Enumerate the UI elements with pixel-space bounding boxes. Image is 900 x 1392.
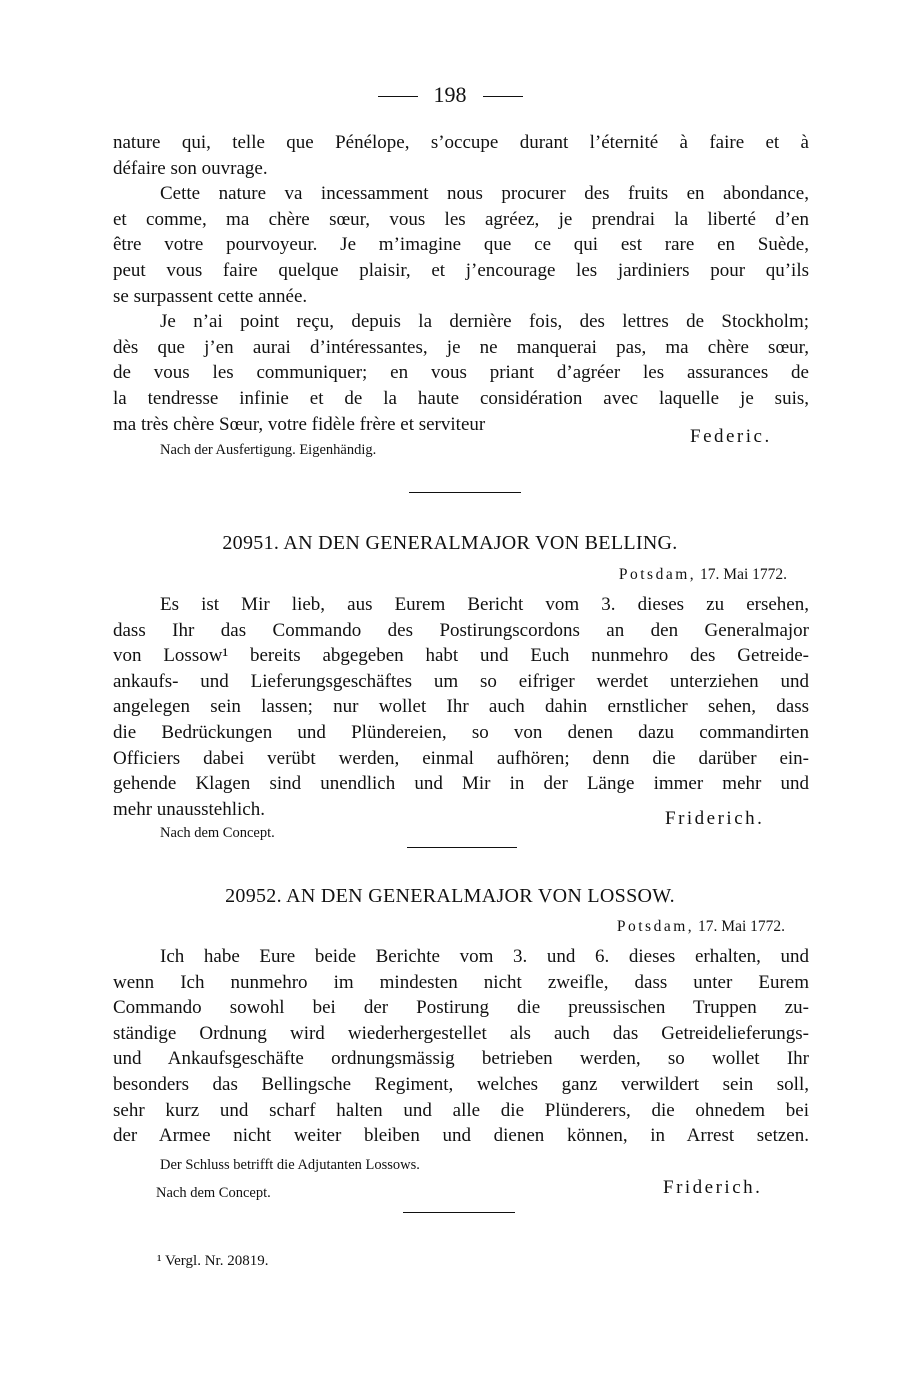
header-rule-right [483, 96, 523, 97]
text-line: gehende Klagen sind unendlich und Mir in der Länge immer mehr und [113, 773, 809, 795]
source-note: Nach dem Concept. [160, 825, 275, 841]
closing-note: Der Schluss betrifft die Adjutanten Lossows. [160, 1157, 420, 1173]
text-line: nature qui, telle que Pénélope, s’occupe durant l’éternité à faire et à [113, 132, 809, 153]
text-line: der Armee nicht weiter bleiben und dienen können, in Arrest setzen. [113, 1125, 809, 1147]
text-line: mehr unausstehlich. [113, 798, 265, 820]
text-line: und Ankaufsgeschäfte ordnungsmässig betrieben werden, so wollet Ihr [113, 1048, 809, 1070]
section-divider [403, 1212, 515, 1213]
letter-20951-body [113, 592, 809, 822]
letter-heading-20952 [0, 885, 900, 908]
letter-number: 20952. [225, 885, 282, 907]
text-line: ma très chère Sœur, votre fidèle frère et serviteur [113, 413, 486, 435]
source-note: Nach der Ausfertigung. Eigenhändig. [160, 442, 377, 458]
text-line: peut vous faire quelque plaisir, et j’encourage les jardiniers pour qu’ils [113, 259, 809, 281]
dateline-place: Potsdam, [616, 918, 695, 935]
text-line: Je n’ai point reçu, depuis la dernière fois, des lettres de Stockholm; [160, 311, 809, 333]
dateline-date: 17. Mai 1772. [698, 918, 785, 935]
letter-title: AN DEN GENERALMAJOR VON BELLING. [283, 532, 678, 554]
text-line: Es ist Mir lieb, aus Eurem Bericht vom 3. dieses zu ersehen, [160, 594, 809, 615]
dateline-date: 17. Mai 1772. [700, 566, 787, 583]
letter-title: AN DEN GENERALMAJOR VON LOSSOW. [286, 885, 675, 907]
letter-heading-20951 [0, 532, 900, 555]
footnote: ¹ Vergl. Nr. 20819. [157, 1253, 269, 1269]
text-line: Cette nature va incessamment nous procurer des fruits en abondance, [160, 183, 809, 205]
dateline-20951 [619, 566, 787, 584]
page-number: 198 [433, 82, 467, 107]
text-line: de vous les communiquer; en vous priant d’agréer les assurances de [113, 362, 809, 384]
text-line: angelegen sein lassen; nur wollet Ihr auch dahin ernstlicher sehen, dass [113, 696, 809, 718]
text-line: Ich habe Eure beide Berichte vom 3. und 6. dieses erhalten, und [160, 946, 809, 967]
letter-20952-body [113, 944, 809, 1149]
page-header [0, 82, 900, 108]
text-line: wenn Ich nunmehro im mindesten nicht zweifle, dass unter Eurem [113, 971, 809, 993]
signature-friderich: Friderich. [663, 1177, 763, 1198]
text-line: dès que j’en aurai d’intéressantes, je ne manquerai pas, ma chère sœur, [113, 336, 809, 358]
text-line: sehr kurz und scharf halten und alle die Plünderers, die ohnedem bei [113, 1099, 809, 1121]
text-line: dass Ihr das Commando des Postirungscordons an den Generalmajor [113, 619, 809, 641]
text-line: ständige Ordnung wird wiederhergestellet als auch das Getreidelieferungs- [113, 1022, 809, 1044]
letter-end-body [113, 130, 809, 437]
text-line: die Bedrückungen und Plündereien, so von denen dazu commandirten [113, 721, 809, 743]
text-line: ankaufs- und Lieferungsgeschäftes um so eifriger werdet unterziehen und [113, 670, 809, 692]
signature-friderich: Friderich. [665, 808, 765, 829]
text-line: Commando sowohl bei der Postirung die preussischen Truppen zu- [113, 997, 809, 1019]
text-line: se surpassent cette année. [113, 285, 308, 307]
text-line: von Lossow¹ bereits abgegeben habt und Euch nunmehro des Getreide- [113, 645, 809, 667]
text-line: Officiers dabei verübt werden, einmal aufhören; denn die darüber ein- [113, 747, 809, 769]
dateline-place: Potsdam, [618, 566, 697, 583]
text-line: être votre pourvoyeur. Je m’imagine que ce qui est rare en Suède, [113, 234, 809, 256]
dateline-20952 [617, 918, 785, 936]
text-line: la tendresse infinie et de la haute considération avec laquelle je suis, [113, 387, 809, 409]
text-line: défaire son ouvrage. [113, 157, 268, 179]
signature-federic: Federic. [690, 426, 772, 447]
header-rule-left [378, 96, 418, 97]
text-line: et comme, ma chère sœur, vous les agréez, je prendrai la liberté d’en [113, 208, 809, 230]
text-line: besonders das Bellingsche Regiment, welches ganz verwildert sein soll, [113, 1073, 809, 1095]
letter-number: 20951. [222, 532, 280, 554]
section-divider [409, 492, 521, 493]
source-note: Nach dem Concept. [156, 1185, 271, 1201]
section-divider [407, 847, 517, 848]
